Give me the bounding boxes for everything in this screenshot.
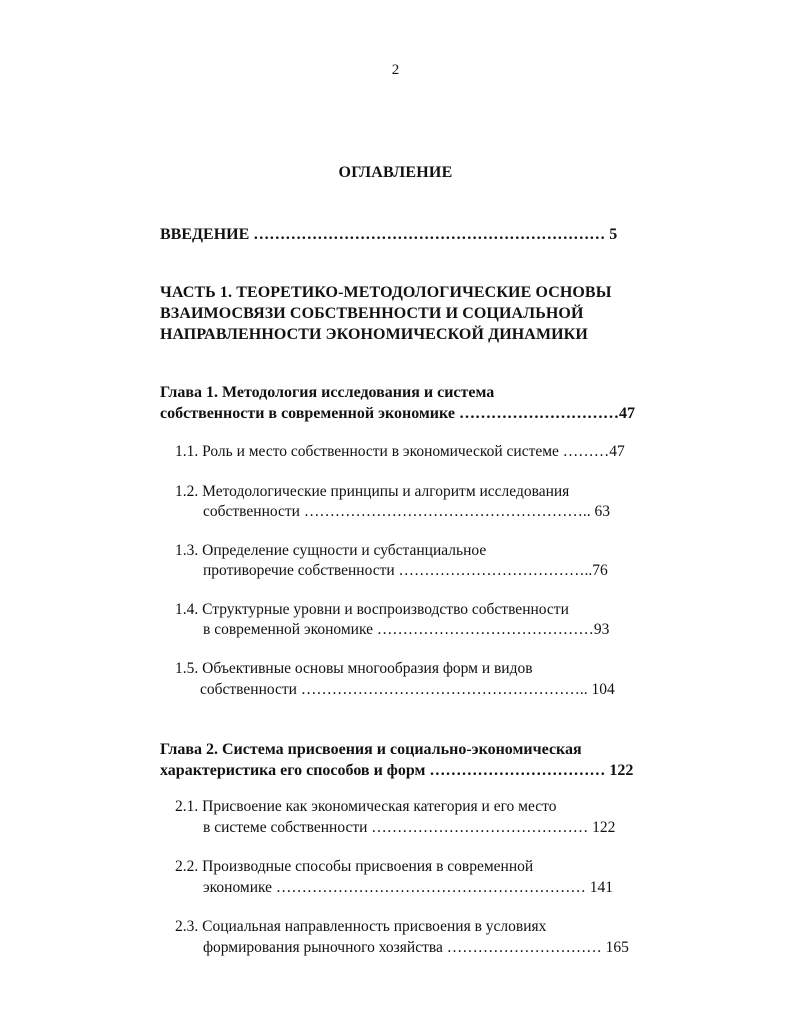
section-line: в современной экономике ……………………………………93 xyxy=(203,621,610,638)
section-line: в системе собственности …………………………………… 122 xyxy=(203,819,616,836)
section-line: 1.3. Определение сущности и субстанциальное xyxy=(175,542,487,559)
chapter-heading-line: собственности в современной экономике …………………………47 xyxy=(160,405,635,422)
toc-entry-introduction[interactable]: ВВЕДЕНИЕ ………………………………………………………… 5 xyxy=(160,226,618,243)
toc-section-1-1[interactable]: 1.1. Роль и место собственности в экономической системе ………47 xyxy=(175,443,625,460)
chapter-heading-line: Глава 2. Система присвоения и социально-экономическая xyxy=(160,741,582,758)
section-line: экономике …………………………………………………… 141 xyxy=(203,879,614,896)
section-line: 1.5. Объективные основы многообразия форм и видов xyxy=(175,660,533,677)
section-line: собственности ……………………………………………….. 104 xyxy=(200,681,615,698)
part-heading-line: ВЗАИМОСВЯЗИ СОБСТВЕННОСТИ И СОЦИАЛЬНОЙ xyxy=(160,305,584,322)
section-line: 2.3. Социальная направленность присвоения в условиях xyxy=(175,918,547,935)
section-line: 2.1. Присвоение как экономическая категория и его место xyxy=(175,798,557,815)
section-line: формирования рыночного хозяйства ………………………… 165 xyxy=(203,939,629,956)
page-number: 2 xyxy=(391,62,400,78)
chapter-heading-line: характеристика его способов и форм …………………………… 122 xyxy=(160,762,634,779)
section-line: 1.2. Методологические принципы и алгоритм исследования xyxy=(175,483,570,500)
part-heading-line: ЧАСТЬ 1. ТЕОРЕТИКО-МЕТОДОЛОГИЧЕСКИЕ ОСНОВЫ xyxy=(160,284,612,301)
part-heading-line: НАПРАВЛЕННОСТИ ЭКОНОМИЧЕСКОЙ ДИНАМИКИ xyxy=(160,326,588,343)
section-line: 2.2. Производные способы присвоения в современной xyxy=(175,858,534,875)
section-line: 1.4. Структурные уровни и воспроизводство собственности xyxy=(175,601,569,618)
section-line: противоречие собственности ………………………………..76 xyxy=(203,562,608,579)
chapter-heading-line: Глава 1. Методология исследования и система xyxy=(160,384,495,401)
section-line: собственности ……………………………………………….. 63 xyxy=(203,503,610,520)
page-title: ОГЛАВЛЕНИЕ xyxy=(338,164,453,181)
